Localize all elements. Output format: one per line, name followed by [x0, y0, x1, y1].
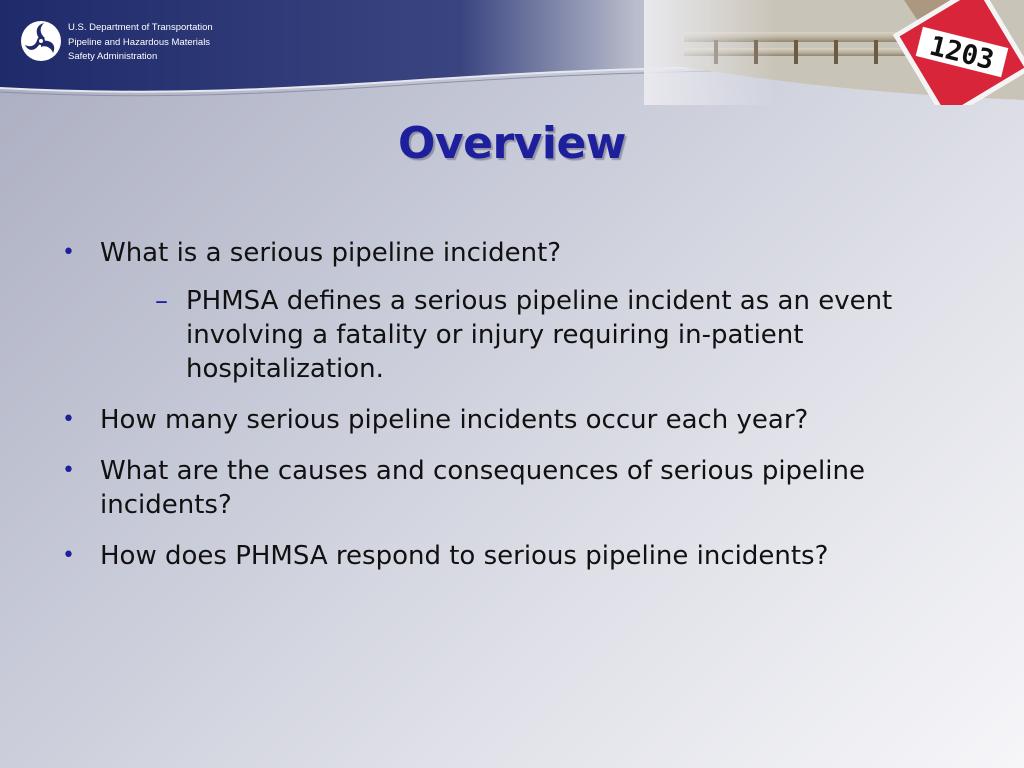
bullet-dot-icon: •: [62, 407, 75, 432]
bullet-list: [60, 236, 960, 590]
bullet-text: How does PHMSA respond to serious pipeline incidents?: [100, 541, 829, 571]
bullet-text: How many serious pipeline incidents occur each year?: [100, 405, 809, 435]
sub-bullet-text: PHMSA defines a serious pipeline incident as an event involving a fatality or injury requiring in-patient hospitalization.: [186, 286, 893, 384]
dot-triskelion-logo-icon: [20, 20, 62, 62]
agency-line-phmsa-1: Pipeline and Hazardous Materials: [68, 37, 211, 48]
bullet-text: What are the causes and consequences of serious pipeline incidents?: [100, 456, 865, 520]
bullet-item: [60, 403, 960, 437]
bullet-text: What is a serious pipeline incident?: [100, 238, 562, 268]
pipeline-placard-photo: [644, 0, 1024, 105]
sub-bullet-dash-icon: –: [155, 286, 168, 316]
bullet-item: [60, 539, 960, 573]
sub-bullet-item: [100, 284, 960, 386]
bullet-dot-icon: •: [62, 543, 75, 568]
bullet-item: [60, 236, 960, 386]
agency-line-dot: U.S. Department of Transportation: [68, 22, 213, 33]
agency-name: [68, 21, 213, 64]
slide-title: Overview: [398, 118, 626, 169]
agency-line-phmsa-2: Safety Administration: [68, 51, 158, 62]
bullet-dot-icon: •: [62, 240, 75, 265]
bullet-item: [60, 454, 960, 522]
header-band: [0, 0, 1024, 112]
bullet-dot-icon: •: [62, 458, 75, 483]
